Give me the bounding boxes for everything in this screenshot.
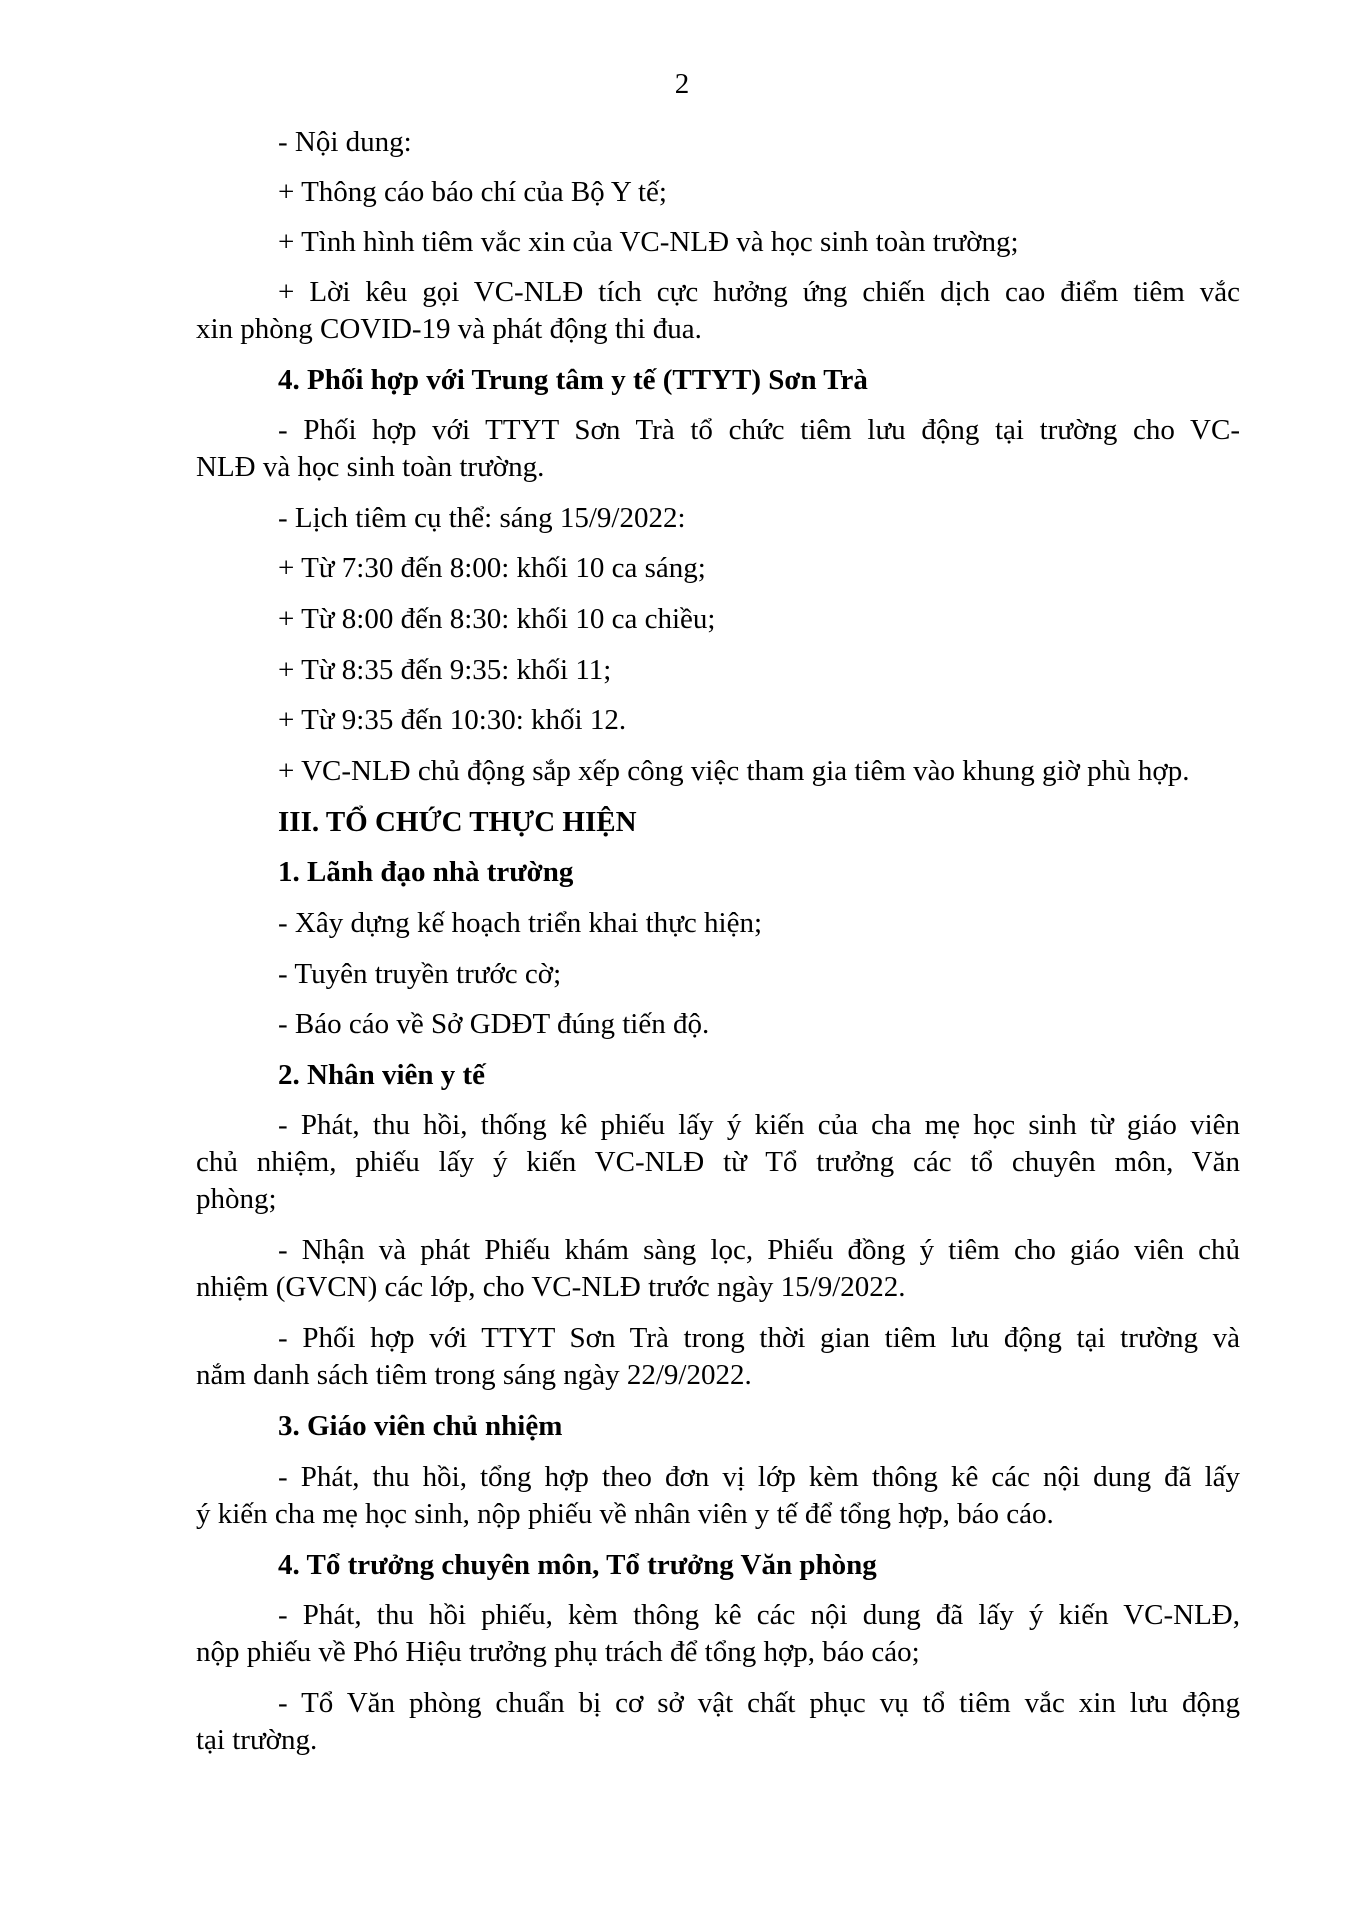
paragraph-line: - Lịch tiêm cụ thể: sáng 15/9/2022: bbox=[278, 502, 686, 534]
section-heading: 3. Giáo viên chủ nhiệm bbox=[278, 1410, 563, 1442]
list-item: + Từ 9:35 đến 10:30: khối 12. bbox=[278, 704, 627, 736]
list-item: + Từ 7:30 đến 8:00: khối 10 ca sáng; bbox=[278, 552, 706, 584]
paragraph-line: - Phát, thu hồi, tổng hợp theo đơn vị lớp kèm thông kê các nội dung đã lấy bbox=[278, 1461, 1240, 1493]
section-heading: 1. Lãnh đạo nhà trường bbox=[278, 856, 574, 888]
paragraph-line: nộp phiếu về Phó Hiệu trưởng phụ trách để tổng hợp, báo cáo; bbox=[196, 1636, 920, 1668]
paragraph-line: - Phối hợp với TTYT Sơn Trà tổ chức tiêm lưu động tại trường cho VC- bbox=[278, 414, 1240, 446]
paragraph-line: + Lời kêu gọi VC-NLĐ tích cực hưởng ứng chiến dịch cao điểm tiêm vắc bbox=[278, 276, 1240, 308]
section-heading: 4. Phối hợp với Trung tâm y tế (TTYT) Sơn Trà bbox=[278, 364, 868, 396]
content-label: - Nội dung: bbox=[278, 126, 412, 158]
list-item: + VC-NLĐ chủ động sắp xếp công việc tham gia tiêm vào khung giờ phù hợp. bbox=[278, 755, 1190, 787]
paragraph-line: phòng; bbox=[196, 1183, 277, 1215]
paragraph-line: - Tổ Văn phòng chuẩn bị cơ sở vật chất phục vụ tổ tiêm vắc xin lưu động bbox=[278, 1687, 1240, 1719]
paragraph-line: tại trường. bbox=[196, 1724, 318, 1756]
paragraph-line: ý kiến cha mẹ học sinh, nộp phiếu về nhân viên y tế để tổng hợp, báo cáo. bbox=[196, 1498, 1054, 1530]
paragraph-line: - Phối hợp với TTYT Sơn Trà trong thời gian tiêm lưu động tại trường và bbox=[278, 1322, 1240, 1354]
list-item: - Tuyên truyền trước cờ; bbox=[278, 958, 562, 990]
list-item: + Từ 8:00 đến 8:30: khối 10 ca chiều; bbox=[278, 603, 716, 635]
list-item: + Từ 8:35 đến 9:35: khối 11; bbox=[278, 654, 612, 686]
paragraph-line: nắm danh sách tiêm trong sáng ngày 22/9/2022. bbox=[196, 1359, 752, 1391]
list-item: - Báo cáo về Sở GDĐT đúng tiến độ. bbox=[278, 1008, 710, 1040]
section-heading: 4. Tổ trưởng chuyên môn, Tổ trưởng Văn phòng bbox=[278, 1549, 877, 1581]
list-item: + Thông cáo báo chí của Bộ Y tế; bbox=[278, 176, 667, 208]
page-number: 2 bbox=[674, 68, 690, 100]
paragraph-line: NLĐ và học sinh toàn trường. bbox=[196, 451, 545, 483]
list-item: - Xây dựng kế hoạch triển khai thực hiện; bbox=[278, 907, 763, 939]
section-heading: III. TỔ CHỨC THỰC HIỆN bbox=[278, 806, 637, 838]
paragraph-line: - Phát, thu hồi phiếu, kèm thông kê các nội dung đã lấy ý kiến VC-NLĐ, bbox=[278, 1599, 1240, 1631]
paragraph-line: - Phát, thu hồi, thống kê phiếu lấy ý kiến của cha mẹ học sinh từ giáo viên bbox=[278, 1109, 1240, 1141]
paragraph-line: nhiệm (GVCN) các lớp, cho VC-NLĐ trước ngày 15/9/2022. bbox=[196, 1271, 906, 1303]
paragraph-line: chủ nhiệm, phiếu lấy ý kiến VC-NLĐ từ Tổ trưởng các tổ chuyên môn, Văn bbox=[196, 1146, 1240, 1178]
section-heading: 2. Nhân viên y tế bbox=[278, 1059, 486, 1091]
paragraph-line: - Nhận và phát Phiếu khám sàng lọc, Phiếu đồng ý tiêm cho giáo viên chủ bbox=[278, 1234, 1240, 1266]
paragraph-line: xin phòng COVID-19 và phát động thi đua. bbox=[196, 313, 702, 345]
list-item: + Tình hình tiêm vắc xin của VC-NLĐ và học sinh toàn trường; bbox=[278, 226, 1019, 258]
